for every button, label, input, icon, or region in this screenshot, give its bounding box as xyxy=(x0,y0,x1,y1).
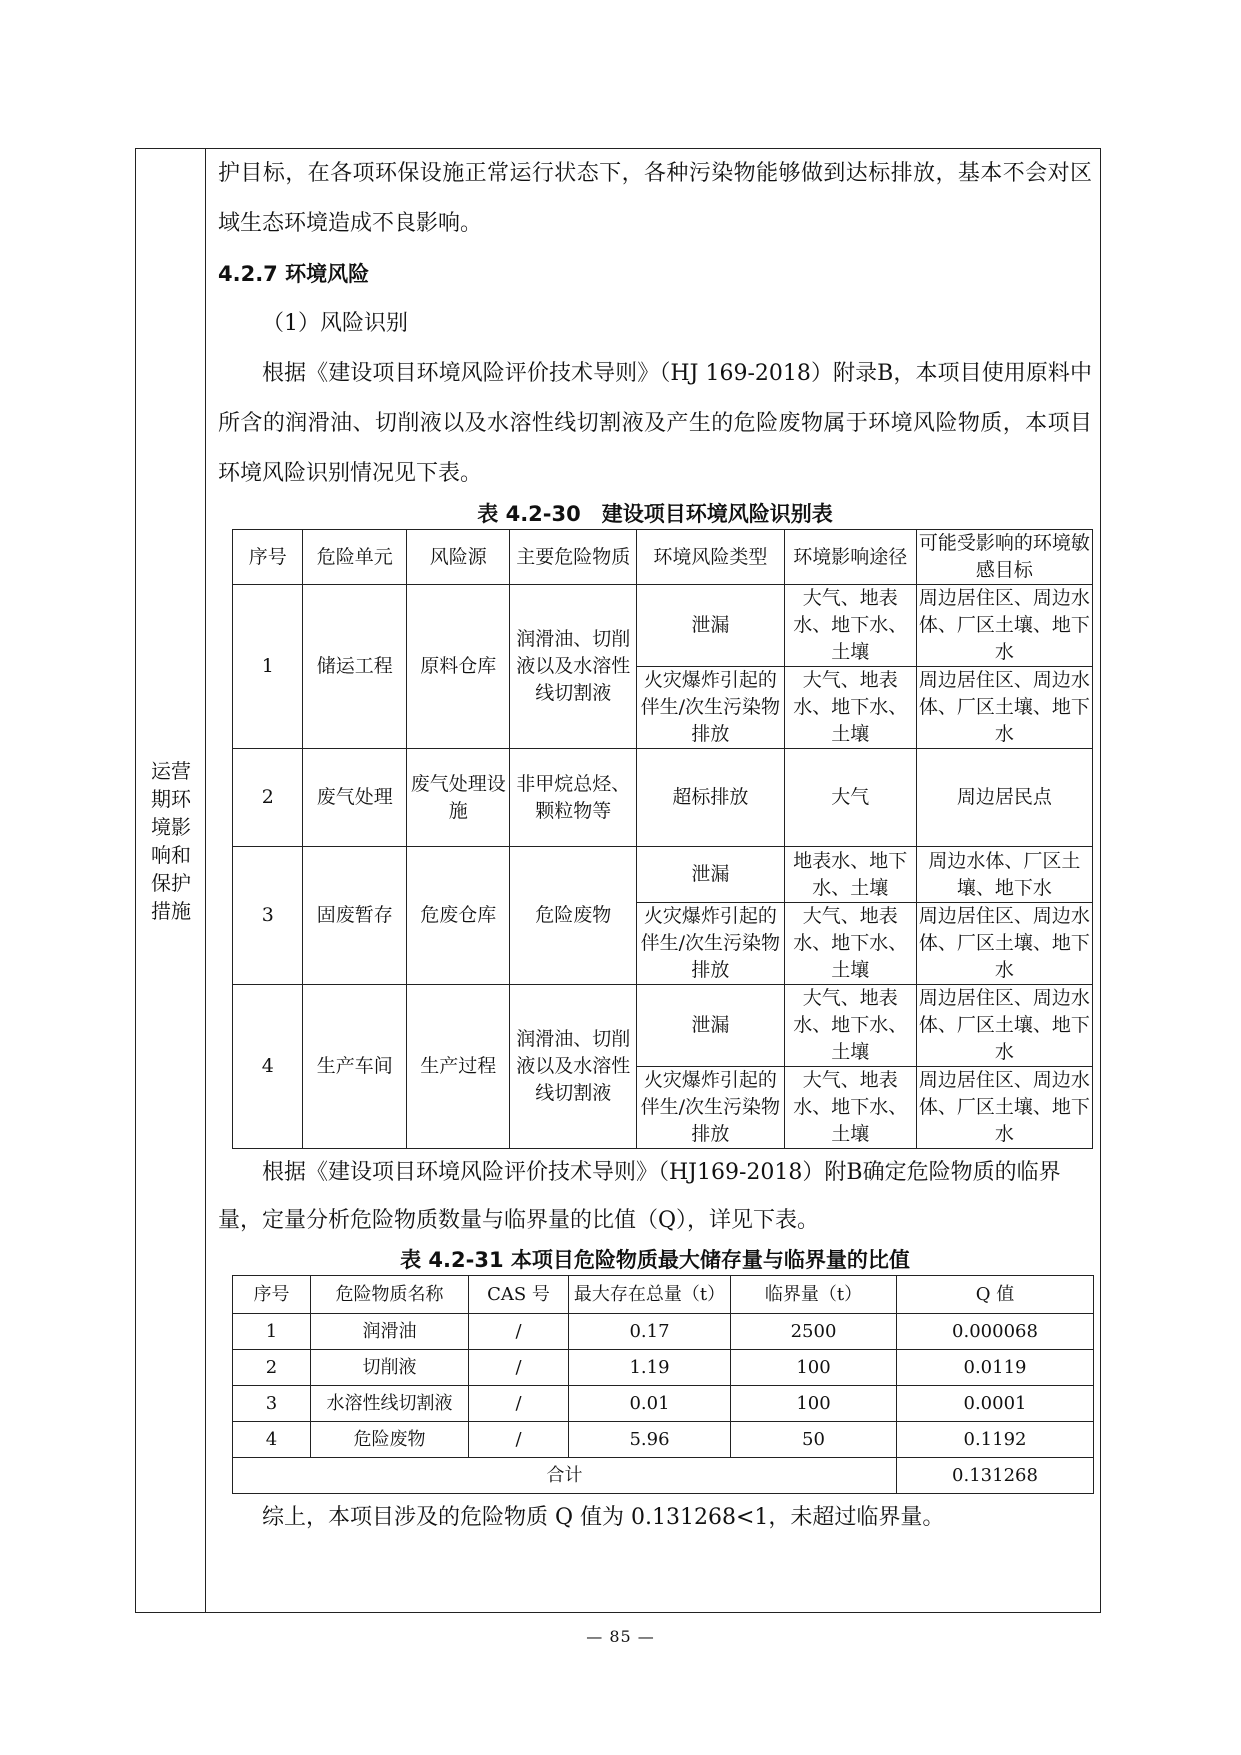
cell-risk-type: 火灾爆炸引起的伴生/次生污染物排放 xyxy=(637,903,785,985)
cell-cas: / xyxy=(469,1422,569,1458)
cell-cas: / xyxy=(469,1350,569,1386)
total-value: 0.131268 xyxy=(897,1458,1094,1494)
header-substance-name: 危险物质名称 xyxy=(311,1276,469,1314)
cell-no: 4 xyxy=(233,1422,311,1458)
paragraph-1: 根据《建设项目环境风险评价技术导则》（HJ 169-2018）附录B，本项目使用原料中所含的润滑油、切削液以及水溶性线切割液及产生的危险废物属于环境风险物质，本项目环境风险识别情况见下表。 xyxy=(218,361,1092,486)
cell-target: 周边居民点 xyxy=(916,749,1092,847)
cell-source: 危废仓库 xyxy=(406,847,510,985)
cell-unit: 储运工程 xyxy=(303,585,407,749)
intro-text: 护目标，在各项环保设施正常运行状态下，各种污染物能够做到达标排放，基本不会对区域生态环境造成不良影响。 xyxy=(218,161,1092,236)
cell-no: 1 xyxy=(233,585,303,749)
cell-path: 大气、地表水、地下水、土壤 xyxy=(784,985,916,1067)
header-q: Q 值 xyxy=(897,1276,1094,1314)
header-substance: 主要危险物质 xyxy=(510,530,637,585)
cell-no: 3 xyxy=(233,847,303,985)
header-cas: CAS 号 xyxy=(469,1276,569,1314)
cell-max-amount: 0.01 xyxy=(569,1386,731,1422)
cell-unit: 生产车间 xyxy=(303,985,407,1149)
cell-risk-type: 火灾爆炸引起的伴生/次生污染物排放 xyxy=(637,1067,785,1149)
cell-risk-type: 泄漏 xyxy=(637,585,785,667)
cell-risk-type: 火灾爆炸引起的伴生/次生污染物排放 xyxy=(637,667,785,749)
cell-unit: 固废暂存 xyxy=(303,847,407,985)
cell-target: 周边居住区、周边水体、厂区土壤、地下水 xyxy=(916,1067,1092,1149)
table-row xyxy=(233,585,1093,667)
cell-max-amount: 0.17 xyxy=(569,1314,731,1350)
cell-substance-name: 润滑油 xyxy=(311,1314,469,1350)
cell-max-amount: 1.19 xyxy=(569,1350,731,1386)
row-label: 运营期环境影响和保护措施 xyxy=(151,759,191,923)
cell-q: 0.000068 xyxy=(897,1314,1094,1350)
conclusion: 综上，本项目涉及的危险物质 Q 值为 0.131268<1，未超过临界量。 xyxy=(262,1505,945,1530)
cell-substance: 润滑油、切削液以及水溶性线切割液 xyxy=(510,585,637,749)
table-30-caption: 表 4.2-30 建设项目环境风险识别表 xyxy=(477,502,833,526)
cell-target: 周边水体、厂区土壤、地下水 xyxy=(916,847,1092,903)
cell-unit: 废气处理 xyxy=(303,749,407,847)
header-max-amount: 最大存在总量（t） xyxy=(569,1276,731,1314)
table-row xyxy=(233,1314,1094,1350)
cell-q: 0.1192 xyxy=(897,1422,1094,1458)
cell-no: 2 xyxy=(233,1350,311,1386)
risk-identification-table xyxy=(232,529,1093,1149)
table-row xyxy=(233,749,1093,847)
cell-substance-name: 危险废物 xyxy=(311,1422,469,1458)
sub-heading: （1）风险识别 xyxy=(262,311,408,336)
cell-source: 废气处理设施 xyxy=(406,749,510,847)
header-no: 序号 xyxy=(233,1276,311,1314)
total-label: 合计 xyxy=(233,1458,897,1494)
cell-risk-type: 泄漏 xyxy=(637,847,785,903)
cell-source: 生产过程 xyxy=(406,985,510,1149)
cell-target: 周边居住区、周边水体、厂区土壤、地下水 xyxy=(916,985,1092,1067)
cell-threshold: 100 xyxy=(731,1350,897,1386)
cell-risk-type: 泄漏 xyxy=(637,985,785,1067)
section-heading: 4.2.7 环境风险 xyxy=(218,262,370,286)
cell-path: 大气、地表水、地下水、土壤 xyxy=(784,585,916,667)
cell-substance-name: 水溶性线切割液 xyxy=(311,1386,469,1422)
cell-substance-name: 切削液 xyxy=(311,1350,469,1386)
header-threshold: 临界量（t） xyxy=(731,1276,897,1314)
cell-cas: / xyxy=(469,1386,569,1422)
cell-path: 地表水、地下水、土壤 xyxy=(784,847,916,903)
header-source: 风险源 xyxy=(406,530,510,585)
content-area xyxy=(218,149,1092,1542)
cell-path: 大气 xyxy=(784,749,916,847)
cell-q: 0.0119 xyxy=(897,1350,1094,1386)
cell-cas: / xyxy=(469,1314,569,1350)
header-path: 环境影响途径 xyxy=(784,530,916,585)
table-row xyxy=(233,985,1093,1067)
cell-path: 大气、地表水、地下水、土壤 xyxy=(784,903,916,985)
cell-no: 2 xyxy=(233,749,303,847)
table-row xyxy=(233,847,1093,903)
cell-target: 周边居住区、周边水体、厂区土壤、地下水 xyxy=(916,585,1092,667)
cell-path: 大气、地表水、地下水、土壤 xyxy=(784,667,916,749)
cell-target: 周边居住区、周边水体、厂区土壤、地下水 xyxy=(916,667,1092,749)
table-row xyxy=(233,1422,1094,1458)
cell-path: 大气、地表水、地下水、土壤 xyxy=(784,1067,916,1149)
cell-q: 0.0001 xyxy=(897,1386,1094,1422)
paragraph-2: 根据《建设项目环境风险评价技术导则》（HJ169-2018）附B确定危险物质的临界量，定量分析危险物质数量与临界量的比值（Q），详见下表。 xyxy=(218,1160,1061,1233)
cell-threshold: 2500 xyxy=(731,1314,897,1350)
cell-substance: 非甲烷总烃、颗粒物等 xyxy=(510,749,637,847)
table-row xyxy=(233,1350,1094,1386)
cell-risk-type: 超标排放 xyxy=(637,749,785,847)
cell-substance: 危险废物 xyxy=(510,847,637,985)
q-value-table xyxy=(232,1275,1094,1494)
cell-source: 原料仓库 xyxy=(406,585,510,749)
table-row xyxy=(233,1386,1094,1422)
cell-no: 3 xyxy=(233,1386,311,1422)
left-column xyxy=(136,149,206,1612)
total-row xyxy=(233,1458,1094,1494)
cell-max-amount: 5.96 xyxy=(569,1422,731,1458)
table-31-caption: 表 4.2-31 本项目危险物质最大储存量与临界量的比值 xyxy=(400,1248,910,1272)
cell-target: 周边居住区、周边水体、厂区土壤、地下水 xyxy=(916,903,1092,985)
cell-substance: 润滑油、切削液以及水溶性线切割液 xyxy=(510,985,637,1149)
page-frame xyxy=(135,148,1101,1613)
header-target: 可能受影响的环境敏感目标 xyxy=(916,530,1092,585)
cell-threshold: 50 xyxy=(731,1422,897,1458)
header-risk-type: 环境风险类型 xyxy=(637,530,785,585)
header-no: 序号 xyxy=(233,530,303,585)
header-unit: 危险单元 xyxy=(303,530,407,585)
cell-no: 1 xyxy=(233,1314,311,1350)
cell-threshold: 100 xyxy=(731,1386,897,1422)
cell-no: 4 xyxy=(233,985,303,1149)
page-number: — 85 — xyxy=(586,1627,655,1646)
